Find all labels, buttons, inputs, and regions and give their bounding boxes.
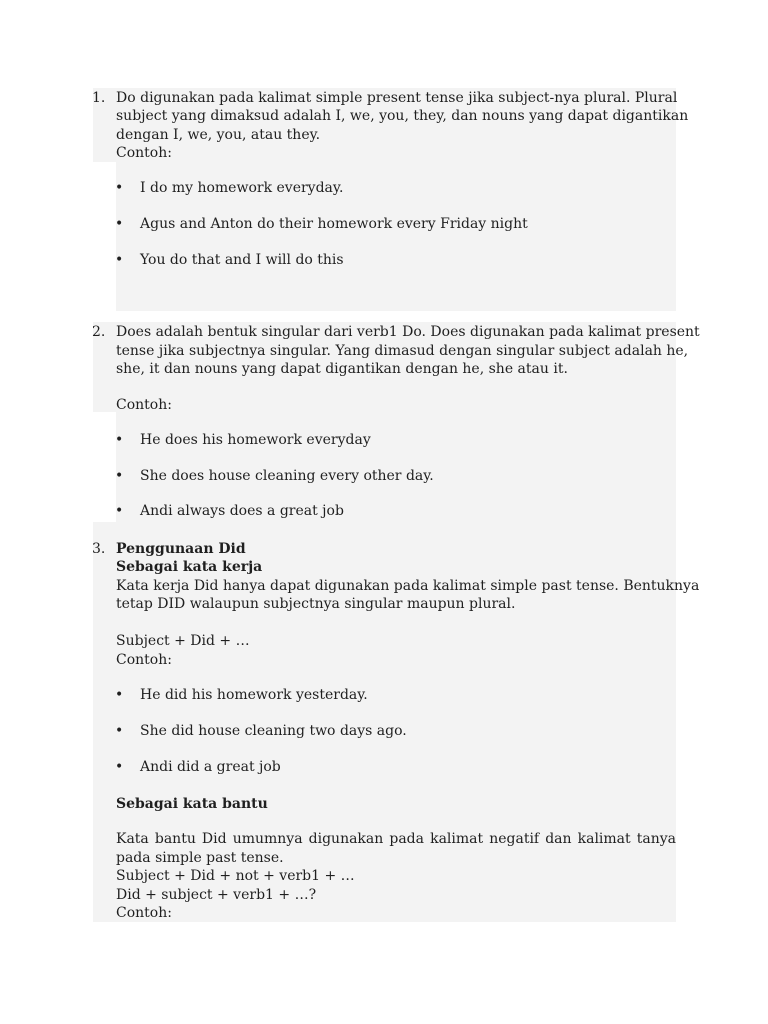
contoh-label: Contoh: xyxy=(116,397,172,413)
subheading-kata-kerja: Sebagai kata kerja xyxy=(116,559,263,575)
list-item: He did his homework yesterday. xyxy=(140,687,368,703)
paragraph-line: tetap DID walaupun subjectnya singular maupun plural. xyxy=(116,596,516,612)
paragraph-line: Do digunakan pada kalimat simple present tense jika subject-nya plural. Plural xyxy=(116,90,678,106)
paragraph-line: dengan I, we, you, atau they. xyxy=(116,127,321,143)
list-number: 3. xyxy=(92,541,106,557)
list-number: 1. xyxy=(92,90,106,106)
bullet-icon: • xyxy=(115,216,124,232)
list-item: Andi did a great job xyxy=(140,759,281,775)
contoh-label: Contoh: xyxy=(116,145,172,161)
list-item: He does his homework everyday xyxy=(140,432,371,448)
paragraph-line: Kata bantu Did umumnya digunakan pada kalimat negatif dan kalimat tanya xyxy=(116,831,676,847)
list-item: Andi always does a great job xyxy=(140,503,344,519)
bullet-icon: • xyxy=(115,503,124,519)
paragraph-line: pada simple past tense. xyxy=(116,850,284,866)
list-number: 2. xyxy=(92,324,106,340)
bullet-icon: • xyxy=(115,687,124,703)
bullet-icon: • xyxy=(115,432,124,448)
bullet-icon: • xyxy=(115,468,124,484)
paragraph-line: Does adalah bentuk singular dari verb1 Do. Does digunakan pada kalimat present xyxy=(116,324,700,340)
contoh-label: Contoh: xyxy=(116,905,172,921)
subheading-kata-bantu: Sebagai kata bantu xyxy=(116,796,268,812)
list-item: She did house cleaning two days ago. xyxy=(140,723,407,739)
paragraph-line: Kata kerja Did hanya dapat digunakan pada kalimat simple past tense. Bentuknya xyxy=(116,578,700,594)
list-item: She does house cleaning every other day. xyxy=(140,468,434,484)
list-item: Agus and Anton do their homework every Friday night xyxy=(140,216,528,232)
bullet-icon: • xyxy=(115,759,124,775)
bullet-icon: • xyxy=(115,180,124,196)
list-item: I do my homework everyday. xyxy=(140,180,344,196)
paragraph-line: subject yang dimaksud adalah I, we, you, they, dan nouns yang dapat digantikan xyxy=(116,108,689,124)
bullet-icon: • xyxy=(115,723,124,739)
formula-line: Subject + Did + not + verb1 + … xyxy=(116,868,355,884)
bullet-icon: • xyxy=(115,252,124,268)
formula-line: Subject + Did + … xyxy=(116,633,250,649)
paragraph-line: she, it dan nouns yang dapat digantikan dengan he, she atau it. xyxy=(116,361,568,377)
contoh-label: Contoh: xyxy=(116,652,172,668)
list-item: You do that and I will do this xyxy=(140,252,344,268)
section-title: Penggunaan Did xyxy=(116,541,246,557)
paragraph-line: tense jika subjectnya singular. Yang dimasud dengan singular subject adalah he, xyxy=(116,343,689,359)
formula-line: Did + subject + verb1 + …? xyxy=(116,887,317,903)
